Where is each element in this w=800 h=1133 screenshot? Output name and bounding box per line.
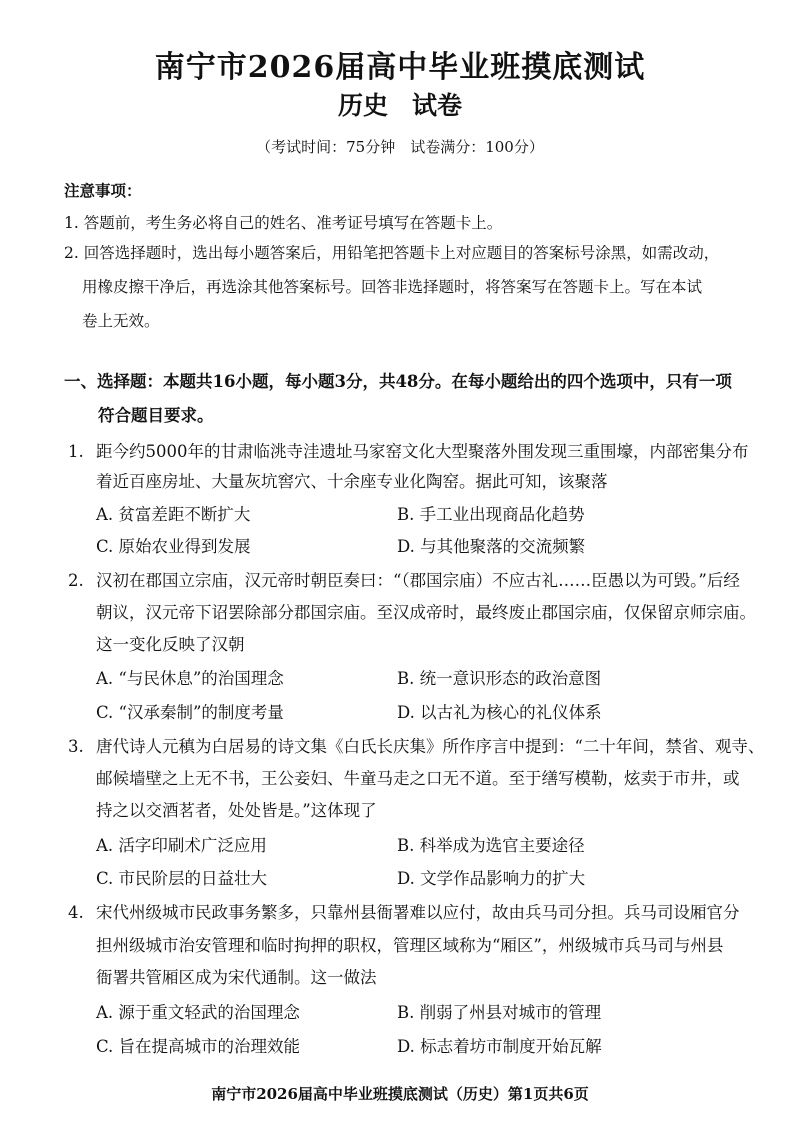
page-footer: 南宁市2026届高中毕业班摸底测试（历史）第1页共6页 [211,1085,589,1103]
question-1-line-2: 着近百座房址、大量灰坑窖穴、十余座专业化陶窑。据此可知，该聚落 [96,472,608,491]
notice-heading: 注意事项： [64,181,142,200]
question-1-number: 1. [68,442,84,461]
section-heading-line-2: 符合题目要求。 [98,406,214,425]
question-2-option-d[interactable]: D. 以古礼为核心的礼仪体系 [397,703,602,722]
question-4-line-1: 宋代州级城市民政事务繁多，只靠州县衙署难以应付，故由兵马司分担。兵马司设厢官分 [96,903,740,922]
question-3-option-c[interactable]: C. 市民阶层的日益壮大 [96,869,268,888]
question-3-option-a[interactable]: A. 活字印刷术广泛应用 [96,836,267,855]
question-4-line-2: 担州级城市治安管理和临时拘押的职权，管理区域称为“厢区”，州级城市兵马司与州县 [96,936,724,955]
question-1-option-b[interactable]: B. 手工业出现商品化趋势 [397,505,585,524]
question-4-number: 4. [68,903,84,922]
paper-label: 试卷 [412,91,463,120]
exam-subtitle [0,90,800,122]
notice-item-1: 1. 答题前，考生务必将自己的姓名、准考证号填写在答题卡上。 [64,214,503,232]
question-2-option-c[interactable]: C. “汉承秦制”的制度考量 [96,703,284,722]
question-3-option-b[interactable]: B. 科举成为选官主要途径 [397,836,585,855]
question-4-option-d[interactable]: D. 标志着坊市制度开始瓦解 [397,1037,602,1056]
exam-title: 南宁市2026届高中毕业班摸底测试 [154,50,646,85]
question-1-option-a[interactable]: A. 贫富差距不断扩大 [96,505,251,524]
question-3-line-2: 邮候墙壁之上无不书，王公妾妇、牛童马走之口无不道。至于缮写模勒，炫卖于市井，或 [96,769,740,788]
question-4-line-3: 衙署共管厢区成为宋代通制。这一做法 [96,968,377,987]
notice-item-2-line-2: 用橡皮擦干净后，再选涂其他答案标号。回答非选择题时，将答案写在答题卡上。写在本试 [82,278,703,296]
question-3-number: 3. [68,737,84,756]
question-4-option-c[interactable]: C. 旨在提高城市的治理效能 [96,1037,301,1056]
question-2-number: 2. [68,571,84,590]
question-1-option-c[interactable]: C. 原始农业得到发展 [96,537,251,556]
section-heading [64,370,754,428]
question-4-option-a[interactable]: A. 源于重文轻武的治国理念 [96,1003,300,1022]
question-2-option-b[interactable]: B. 统一意识形态的政治意图 [397,669,602,688]
question-2-line-3: 这一变化反映了汉朝 [96,635,245,654]
notice-item-2-line-3: 卷上无效。 [82,312,160,330]
question-2-option-a[interactable]: A. “与民休息”的治国理念 [96,669,284,688]
question-2-line-1: 汉初在郡国立宗庙，汉元帝时朝臣奏曰：“（郡国宗庙）不应古礼……臣愚以为可毁。”后经 [96,571,740,590]
question-3-option-d[interactable]: D. 文学作品影响力的扩大 [397,869,586,888]
exam-info: （考试时间：75分钟 试卷满分：100分） [256,138,544,156]
question-2-line-2: 朝议，汉元帝下诏罢除部分郡国宗庙。至汉成帝时，最终废止郡国宗庙，仅保留京师宗庙。 [96,603,756,622]
subject-label: 历史 [337,91,388,120]
notice-item-2-line-1: 2. 回答选择题时，选出每小题答案后，用铅笔把答题卡上对应题目的答案标号涂黑，如需改动， [64,244,720,262]
question-4-option-b[interactable]: B. 削弱了州县对城市的管理 [397,1003,602,1022]
question-1-line-1: 距今约5000年的甘肃临洮寺洼遗址马家窑文化大型聚落外围发现三重围壕，内部密集分布 [96,442,749,461]
notice-item-2 [64,242,744,332]
section-heading-line-1: 一、选择题：本题共16小题，每小题3分，共48分。在每小题给出的四个选项中，只有一项 [64,372,732,391]
question-3-line-1: 唐代诗人元稹为白居易的诗文集《白氏长庆集》所作序言中提到：“二十年间，禁省、观寺、 [96,737,765,756]
question-3-line-3: 持之以交酒茗者，处处皆是。”这体现了 [96,801,377,820]
question-1-option-d[interactable]: D. 与其他聚落的交流频繁 [397,537,586,556]
